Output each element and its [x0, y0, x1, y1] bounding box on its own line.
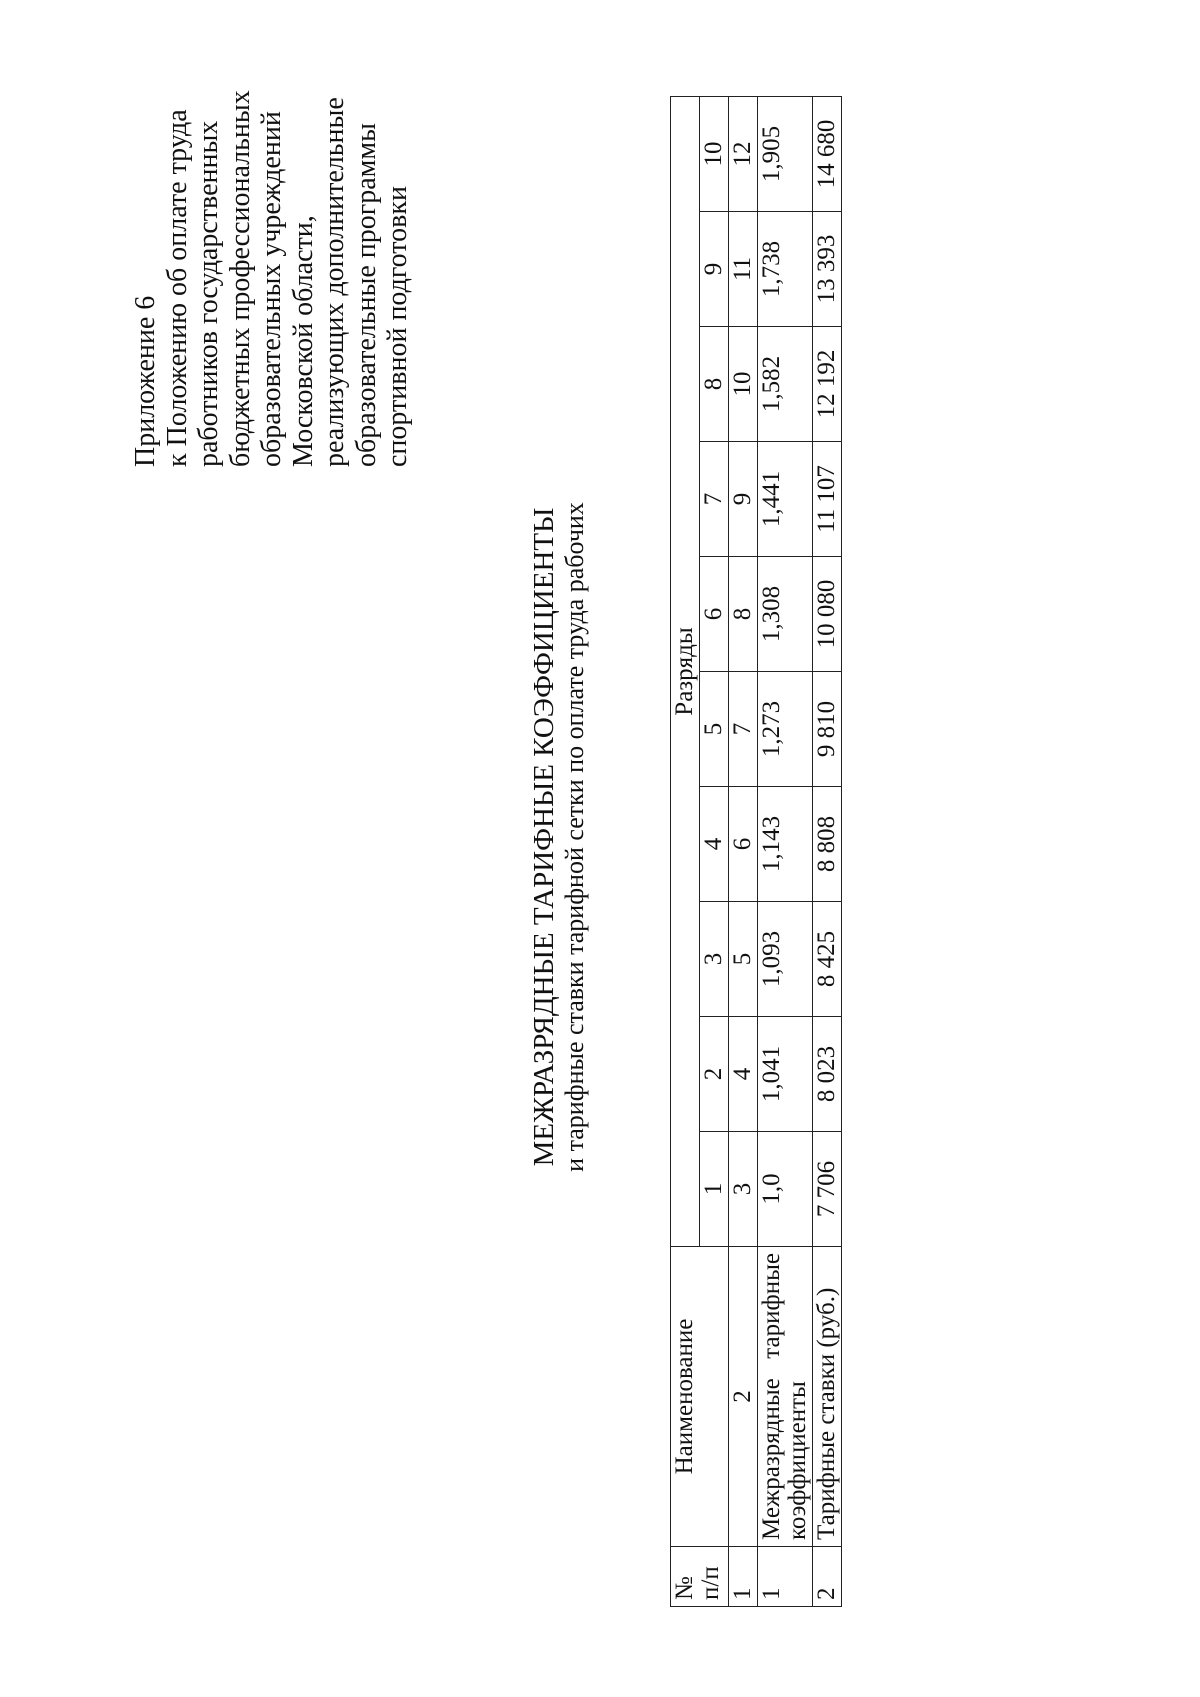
rank-number: 10 [700, 97, 729, 212]
row-name: Тарифные ставки (руб.) [813, 1247, 842, 1547]
rank-number: 3 [700, 902, 729, 1017]
row-value: 1,093 [758, 902, 813, 1017]
appendix-line: бюджетных профессиональных [224, 90, 256, 467]
table-row [813, 97, 842, 1607]
row-value: 1,0 [758, 1132, 813, 1247]
appendix-line: реализующих дополнительные [319, 97, 350, 467]
column-number: 12 [729, 97, 758, 212]
column-number: 4 [729, 1017, 758, 1132]
row-value: 7 706 [813, 1132, 842, 1247]
appendix-line: работников государственных [193, 120, 224, 467]
table-header-row [671, 97, 700, 1607]
row-name: Межразрядные тарифные коэффициенты [758, 1247, 813, 1547]
row-value: 1,738 [758, 212, 813, 327]
row-value: 12 192 [813, 327, 842, 442]
rank-number: 5 [700, 672, 729, 787]
row-num: 1 [758, 1547, 813, 1607]
row-value: 1,041 [758, 1017, 813, 1132]
row-value: 11 107 [813, 442, 842, 557]
column-number: 5 [729, 902, 758, 1017]
column-number: 9 [729, 442, 758, 557]
rank-number: 6 [700, 557, 729, 672]
column-number: 7 [729, 672, 758, 787]
column-number: 11 [729, 212, 758, 327]
title-line-1: МЕЖРАЗРЯДНЫЕ ТАРИФНЫЕ КОЭФФИЦИЕНТЫ [528, 507, 560, 1167]
column-number: 6 [729, 787, 758, 902]
row-value: 8 425 [813, 902, 842, 1017]
row-value: 1,582 [758, 327, 813, 442]
row-value: 8 808 [813, 787, 842, 902]
row-num: 2 [813, 1547, 842, 1607]
appendix-line: образовательные программы [350, 123, 382, 467]
rank-number: 8 [700, 327, 729, 442]
table-column-number-row [729, 97, 758, 1607]
rank-number: 9 [700, 212, 729, 327]
row-value: 1,273 [758, 672, 813, 787]
rank-number: 2 [700, 1017, 729, 1132]
row-value: 8 023 [813, 1017, 842, 1132]
row-value: 14 680 [813, 97, 842, 212]
column-number: 8 [729, 557, 758, 672]
appendix-line: Московской области, [287, 215, 319, 467]
rank-number: 4 [700, 787, 729, 902]
column-number: 3 [729, 1132, 758, 1247]
column-number: 2 [729, 1247, 758, 1547]
appendix-line: к Положению об оплате труда [161, 109, 193, 467]
appendix-block [130, 27, 414, 467]
header-num: № п/п [671, 1547, 729, 1607]
row-value: 1,905 [758, 97, 813, 212]
appendix-line: образовательных учреждений [256, 111, 287, 467]
header-ranks: Разряды [671, 97, 700, 1247]
row-value: 13 393 [813, 212, 842, 327]
column-number: 1 [729, 1547, 758, 1607]
rank-number: 7 [700, 442, 729, 557]
table-row [758, 97, 813, 1607]
appendix-line: Приложение 6 [130, 295, 161, 467]
document-title [528, 337, 590, 1337]
row-value: 1,143 [758, 787, 813, 902]
title-line-2: и тарифные ставки тарифной сетки по оплате труда рабочих [560, 502, 589, 1172]
row-value: 1,308 [758, 557, 813, 672]
tariff-table [670, 96, 842, 1607]
appendix-line: спортивной подготовки [382, 186, 413, 467]
row-value: 9 810 [813, 672, 842, 787]
row-value: 10 080 [813, 557, 842, 672]
header-name: Наименование [671, 1247, 729, 1547]
rank-number: 1 [700, 1132, 729, 1247]
row-value: 1,441 [758, 442, 813, 557]
column-number: 10 [729, 327, 758, 442]
